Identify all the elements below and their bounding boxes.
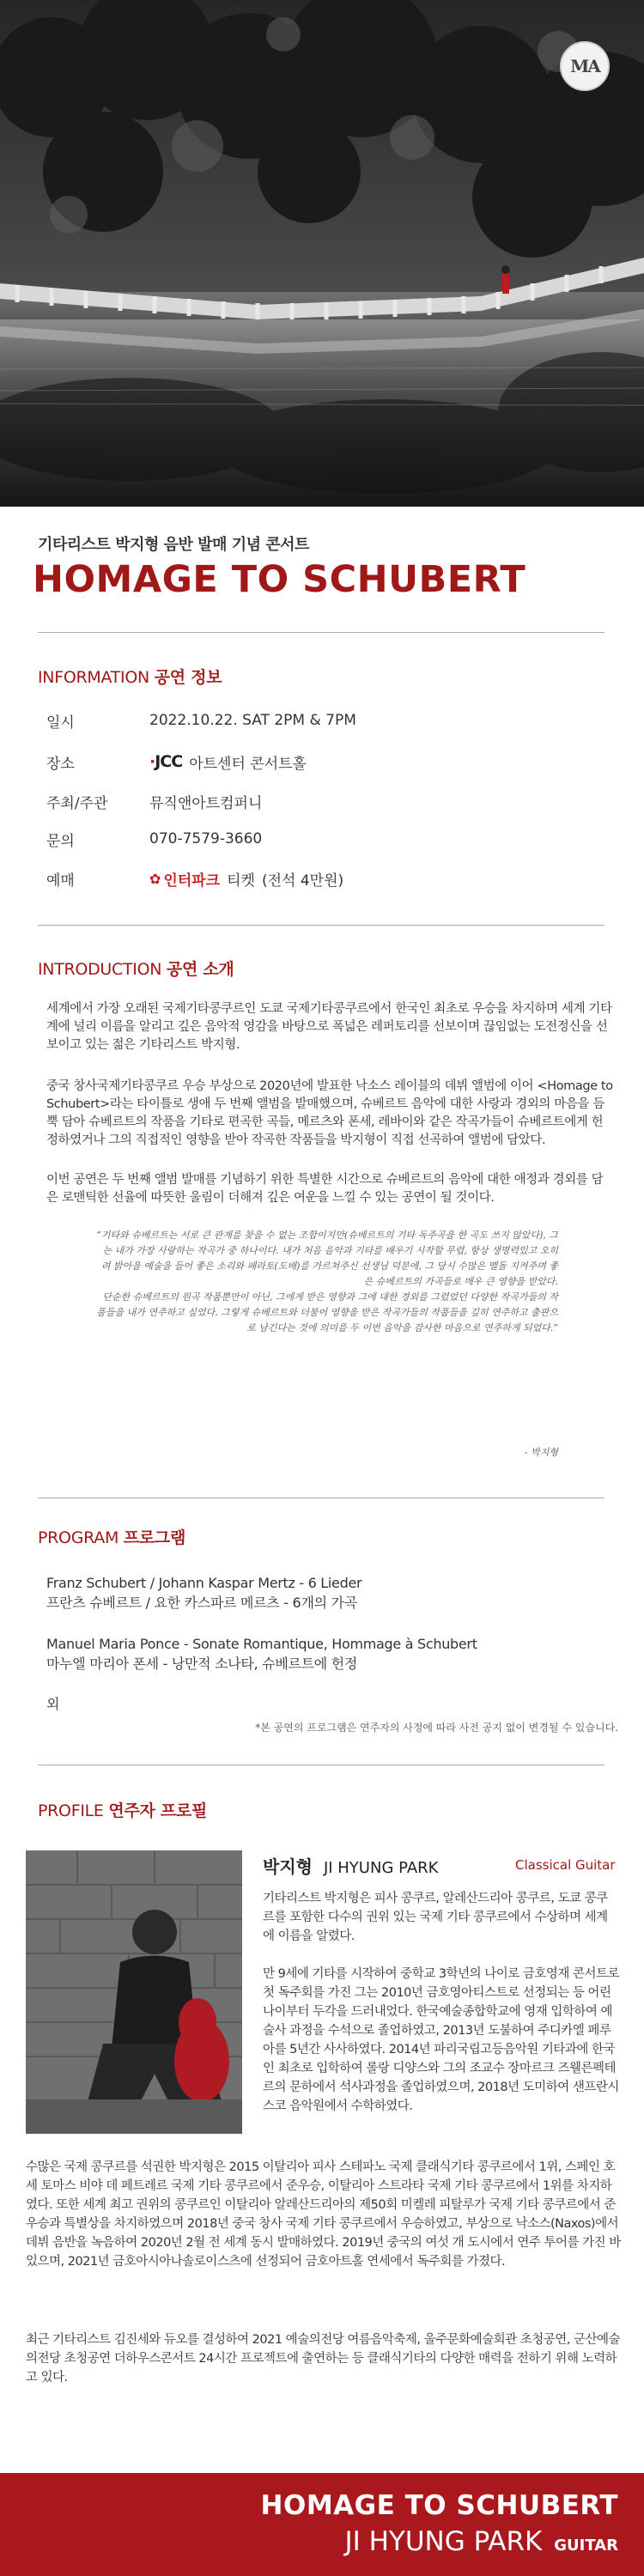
hero-image <box>0 0 644 507</box>
program-note: *본 공연의 프로그램은 연주자의 사정에 따라 사전 공지 없이 변경될 수 있습니다. <box>255 1722 618 1734</box>
artist-name: 박지형 JI HYUNG PARK <box>263 1856 439 1877</box>
program-item-ko: 프란츠 슈베르트 / 요한 카스파르 메르츠 - 6개의 가곡 <box>46 1595 357 1611</box>
concert-subtitle: 기타리스트 박지형 음반 발매 기념 콘서트 <box>38 536 309 554</box>
info-row-date <box>46 708 579 733</box>
footer-title: HOMAGE TO SCHUBERT <box>260 2490 618 2521</box>
info-label: 예매 <box>46 872 75 890</box>
info-value <box>149 751 307 773</box>
info-value: 070-7579-3660 <box>149 830 263 848</box>
program-heading: PROGRAM 프로그램 <box>38 1528 186 1547</box>
ticket-suffix: 티켓 <box>227 872 255 890</box>
program-etc: 외 <box>46 1696 60 1712</box>
page-title: HOMAGE TO SCHUBERT <box>33 558 526 601</box>
info-label: 일시 <box>46 714 75 732</box>
company-logo: MA <box>560 41 610 91</box>
divider <box>38 925 605 926</box>
info-label: 주최/주관 <box>46 794 108 812</box>
artist-instrument: Classical Guitar <box>515 1857 616 1873</box>
quote-author: - 박지형 <box>524 1447 558 1458</box>
bio-paragraph-full-2: 최근 기타리스트 김진세와 듀오를 결성하여 2021 예술의전당 여름음악축제, 울주문화예술회관 초청공연, 군산예술의전당 초청공연 더하우스콘서트 24시간 프로젝트에 출연하는 등 클래식기타의 다양한 매력을 전하기 위해 노력하고 있다. <box>26 2333 621 2385</box>
profile-heading: PROFILE 연주자 프로필 <box>38 1801 208 1820</box>
info-value <box>149 868 343 890</box>
info-row-venue <box>46 749 579 775</box>
info-row-booking <box>46 866 579 891</box>
program-item-1 <box>46 1573 613 1613</box>
info-value: 뮤직앤아트컴퍼니 <box>149 794 263 812</box>
venue-name: 아트센터 콘서트홀 <box>189 755 307 773</box>
artist-photo <box>26 1850 242 2134</box>
bio-paragraph: 만 9세에 기타를 시작하여 중학교 3학년의 나이로 금호영재 콘서트로 첫 독주회를 가진 그는 2010년 금호영아티스트로 선정되는 등 어린 나이부터 두각을 드러내었다. 한국예술종합학교에 영재 입학하여 예술사 과정을 수석으로 졸업하였고, 2013년 도불하여 주디카엘 페루아를 5년간 사사하였다. 2014년 파리국립고등음악원 기타과에 한국인 최초로 입학하여 롤랑 디양스와 그의 조교수 장마르크 즈웰른펙테르의 문하에서 석사과정을 졸업하였으며, 2018년 도미하여 샌프란시스코 음악원에서 수학하였다. <box>263 1967 620 2113</box>
info-label: 문의 <box>46 832 75 850</box>
bio-paragraph-full-1: 수많은 국제 콩쿠르를 석권한 박지형은 2015 이탈리아 피사 스테파노 국제 클래식기타 콩쿠르에서 1위, 스페인 호세 토마스 비야 데 페트레르 국제 기타 콩쿠르에서 준우승, 이탈리아 스트라타 국제 기타 콩쿠르에서 1위를 차지하였다. 또한 세계 최고 권위의 콩쿠르인 이탈리아 알레산드리아의 제50회 미켈레 피탈루가 국제 기타 콩쿠르에서 준우승과 특별상을 차지하였으며 2018년 중국 창사 국제 기타 콩쿠르에서 우승하였고, 부상으로 낙소스(Naxos)에서 데뷔 음반을 녹음하여 2020년 2월 전 세계 동시 발매하였다. 2019년 중국의 여섯 개 도시에서 연주 투어를 가진 바 있으며, 2021년 금호아시아나솔로이스츠에 선정되어 금호아트홀 연세에서 독주회를 가졌다. <box>26 2160 621 2269</box>
introduction-heading: INTRODUCTION 공연 소개 <box>38 960 234 979</box>
info-row-host <box>46 788 579 814</box>
artist-quote-1: “기타와 슈베르트는 서로 큰 관계를 찾을 수 없는 조합이지만(슈베르트의 기타 독주곡을 한 곡도 쓰지 않았다), 그는 내가 가장 사랑하는 작곡가 중 하나이다. 내가 처음 음악과 기타를 배우기 시작할 무렵, 항상 생명력있고 오히려 밝아을 예술을 들어 좋은 소리와 페라토(도배)를 가르쳐주신 선생님 덕분에, 그 당시 수많은 멜돌 지켜주며 좋은 슈베르트의 가곡들로 매우 큰 영향을 받았다. <box>96 1230 558 1287</box>
interpark-flower-icon: ✿ <box>149 870 161 887</box>
program-item-2 <box>46 1634 613 1674</box>
program-item-en: Franz Schubert / Johann Kaspar Mertz - 6 Lieder <box>46 1575 362 1591</box>
intro-paragraph-2: 중국 창사국제기타콩쿠르 우승 부상으로 2020년에 발표한 낙소스 레이블의 데뷔 앨범에 이어 <Homage to Schubert>라는 타이틀로 생애 두 번째 앨범을 발매했으며, 슈베르트 음악에 대한 사랑과 경외의 마음을 듬뿍 담아 슈베르트의 작품을 기타로 편곡한 곡들, 메르츠와 폰세, 레바이와 같은 작곡가들이 슈베르트에게 헌정하였거나 그의 직접적인 영향을 받아 작곡한 작품들을 박지형이 직접 선곡하여 앨범에 담았다. <box>46 1079 613 1147</box>
program-item-en: Manuel Maria Ponce - Sonate Romantique, Hommage à Schubert <box>46 1636 477 1652</box>
artist-bio-right <box>263 1889 619 2135</box>
intro-paragraph-1: 세계에서 가장 오래된 국제기타콩쿠르인 도쿄 국제기타콩쿠르에서 한국인 최초로 우승을 차지하며 세계 기타계에 널리 이름을 알리고 깊은 음악적 영감을 바탕으로 폭넓은 레퍼토리를 선보이며 끊임없는 도전정신을 선보이고 있는 젊은 기타리스트 박지형. <box>46 1002 612 1052</box>
footer-artist: JI HYUNG PARK GUITAR <box>344 2526 618 2557</box>
info-value: 2022.10.22. SAT 2PM & 7PM <box>149 712 356 729</box>
jcc-logo: ·JCC <box>149 752 183 771</box>
information-heading <box>38 665 222 688</box>
footer-banner <box>0 2473 644 2576</box>
hero-landscape <box>0 0 644 507</box>
intro-paragraph-3: 이번 공연은 두 번째 앨범 발매를 기념하기 위한 특별한 시간으로 슈베르트의 음악에 대한 애정과 경외를 담은 로맨틱한 선율에 따뜻한 울림이 더해져 깊은 여운을 느낄 수 있는 공연이 될 것이다. <box>46 1173 604 1205</box>
info-label: 장소 <box>46 755 75 773</box>
information-heading-ko: 공연 정보 <box>154 668 222 687</box>
info-row-contact <box>46 826 579 852</box>
ticket-price: (전석 4만원) <box>261 872 344 890</box>
divider <box>38 632 605 633</box>
information-heading-en: INFORMATION <box>38 668 149 687</box>
artist-quote-2: 단순한 슈베르트의 원곡 작품뿐만이 아닌, 그에게 받은 영향과 그에 대한 경외를 그렸었던 다양한 작곡가들의 작품들을 내가 연주하고 싶었다. 그렇게 슈베르트와 더불어 영향을 받은 작곡가들의 작품들을 깊히 연주하고 출판으로 남긴다는 것에 의미를 두 이번 음악을 감사한 마음으로 연주하게 되었다.” <box>96 1291 558 1334</box>
artist-photo-illustration <box>26 1850 242 2134</box>
bio-paragraph: 기타리스트 박지형은 피사 콩쿠르, 알레산드리아 콩쿠르, 도쿄 콩쿠르를 포함한 다수의 권위 있는 국제 기타 콩쿠르에서 수상하며 세계에 이름을 알렸다. <box>263 1892 608 1943</box>
program-item-ko: 마누엘 마리아 폰세 - 낭만적 소나타, 슈베르트에 헌정 <box>46 1656 358 1672</box>
interpark-ticket-logo[interactable]: ✿ 인터파크 <box>149 870 221 890</box>
